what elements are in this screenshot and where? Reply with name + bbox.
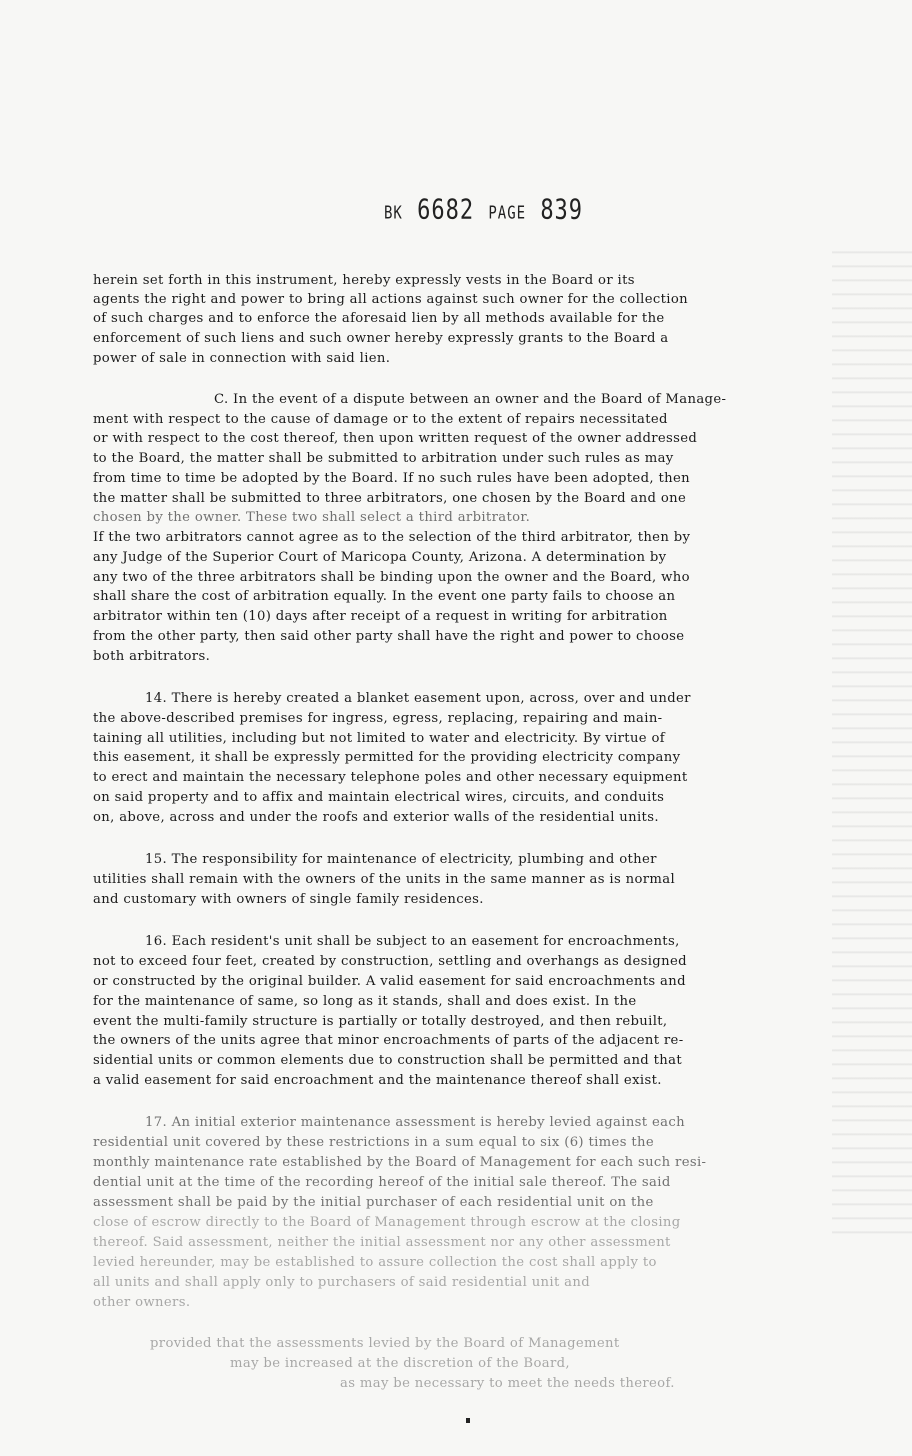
text-line: If the two arbitrators cannot agree as to the selection of the third arbitrator, then by <box>93 530 691 545</box>
text-line: on, above, across and under the roofs and exterior walls of the residential units. <box>93 810 659 825</box>
text-line: any two of the three arbitrators shall be binding upon the owner and the Board, who <box>93 570 690 585</box>
text-line: residential unit covered by these restrictions in a sum equal to six (6) times the <box>93 1135 655 1150</box>
text-line: the owners of the units agree that minor encroachments of parts of the adjacent re- <box>93 1033 684 1048</box>
text-line: not to exceed four feet, created by construction, settling and overhangs as designed <box>93 954 687 969</box>
text-line: herein set forth in this instrument, hereby expressly vests in the Board or its <box>93 273 635 288</box>
text-line: 15. The responsibility for maintenance of electricity, plumbing and other <box>145 852 657 867</box>
text-line: this easement, it shall be expressly permitted for the providing electricity company <box>93 750 681 765</box>
text-line: sidential units or common elements due to construction shall be permitted and that <box>93 1053 682 1068</box>
text-line: utilities shall remain with the owners of the units in the same manner as is normal <box>93 872 676 887</box>
text-line: or constructed by the original builder. A valid easement for said encroachments and <box>93 974 686 989</box>
text-line: from the other party, then said other party shall have the right and power to choose <box>93 629 685 644</box>
recording-stamp <box>384 195 583 226</box>
book-number: 6682 <box>417 194 475 227</box>
text-line: 14. There is hereby created a blanket easement upon, across, over and under <box>145 691 691 706</box>
book-prefix: BK <box>384 203 403 224</box>
text-line: to the Board, the matter shall be submitted to arbitration under such rules as may <box>93 451 674 466</box>
text-line: ment with respect to the cause of damage or to the extent of repairs necessitated <box>93 412 668 427</box>
text-line: both arbitrators. <box>93 649 211 664</box>
text-line: any Judge of the Superior Court of Maricopa County, Arizona. A determination by <box>93 550 667 565</box>
text-line: taining all utilities, including but not limited to water and electricity. By virtue of <box>93 731 666 746</box>
scan-speck <box>466 1418 470 1423</box>
text-line: a valid easement for said encroachment and the maintenance thereof shall exist. <box>93 1073 662 1088</box>
text-line: and customary with owners of single family residences. <box>93 892 484 907</box>
text-line: the above-described premises for ingress, egress, replacing, repairing and main- <box>93 711 663 726</box>
text-line: provided that the assessments levied by the Board of Management <box>150 1336 620 1351</box>
text-line: to erect and maintain the necessary telephone poles and other necessary equipment <box>93 770 688 785</box>
text-line: enforcement of such liens and such owner hereby expressly grants to the Board a <box>93 331 669 346</box>
text-line: thereof. Said assessment, neither the initial assessment nor any other assessment <box>93 1235 671 1250</box>
text-line: close of escrow directly to the Board of Management through escrow at the closing <box>93 1215 681 1230</box>
page-number: 839 <box>540 194 584 227</box>
text-line: as may be necessary to meet the needs thereof. <box>340 1376 675 1391</box>
scan-noise <box>832 240 912 1240</box>
text-line: from time to time be adopted by the Board. If no such rules have been adopted, then <box>93 471 690 486</box>
text-line: or with respect to the cost thereof, then upon written request of the owner addressed <box>93 431 698 446</box>
text-line: 16. Each resident's unit shall be subject to an easement for encroachments, <box>145 934 680 949</box>
text-line: chosen by the owner. These two shall select a third arbitrator. <box>93 510 531 525</box>
text-line: assessment shall be paid by the initial purchaser of each residential unit on the <box>93 1195 654 1210</box>
text-line: arbitrator within ten (10) days after receipt of a request in writing for arbitration <box>93 609 668 624</box>
text-line: may be increased at the discretion of the Board, <box>230 1356 570 1371</box>
text-line: for the maintenance of same, so long as it stands, shall and does exist. In the <box>93 994 637 1009</box>
text-line: on said property and to affix and maintain electrical wires, circuits, and conduits <box>93 790 665 805</box>
text-line: all units and shall apply only to purchasers of said residential unit and <box>93 1275 590 1290</box>
text-line: C. In the event of a dispute between an owner and the Board of Manage- <box>214 392 727 407</box>
text-line: the matter shall be submitted to three arbitrators, one chosen by the Board and one <box>93 491 687 506</box>
text-line: of such charges and to enforce the aforesaid lien by all methods available for the <box>93 311 665 326</box>
text-line: dential unit at the time of the recording hereof of the initial sale thereof. The said <box>93 1175 671 1190</box>
text-line: agents the right and power to bring all actions against such owner for the collection <box>93 292 688 307</box>
text-line: event the multi-family structure is partially or totally destroyed, and then rebuilt, <box>93 1014 668 1029</box>
text-line: other owners. <box>93 1295 191 1310</box>
page-prefix: PAGE <box>488 203 527 224</box>
text-line: monthly maintenance rate established by the Board of Management for each such resi- <box>93 1155 707 1170</box>
text-line: 17. An initial exterior maintenance assessment is hereby levied against each <box>145 1115 685 1130</box>
text-line: levied hereunder, may be established to assure collection the cost shall apply to <box>93 1255 657 1270</box>
text-line: power of sale in connection with said lien. <box>93 351 391 366</box>
text-line: shall share the cost of arbitration equally. In the event one party fails to choose an <box>93 589 676 604</box>
